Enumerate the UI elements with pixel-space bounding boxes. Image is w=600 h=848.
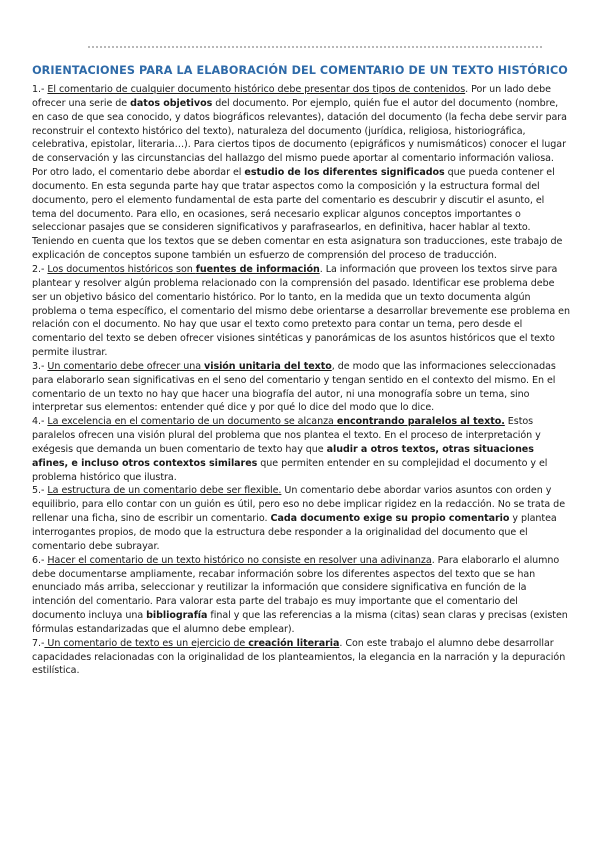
section-7-number: 7.-: [32, 637, 45, 649]
section-3-heading: Un comentario debe ofrecer una: [47, 360, 205, 372]
section-2-heading: Los documentos históricos son: [47, 263, 196, 275]
section-5-bold: Cada documento exige su propio comentario: [270, 513, 510, 525]
section-1-p2-text-2: que pueda contener el documento. En esta segunda parte hay que tratar aspectos como la composición y la estructura formal del documento, pero el elemento fundamental de esta parte del comentario es descubrir y discutir el asunto, el tema del documento. Para ello, en ocasiones, será necesario explicar algunos conceptos importantes o seleccionar pasajes que se consideren significativos y parafrasearlos, en definitiva, hacer hablar al texto.: [32, 167, 555, 234]
section-6-text: . Para elaborarlo el alumno debe documentarse ampliamente, recabar información sobre los diferentes aspectos del texto que se han enunciado más arriba, seleccionar y reutilizar la información que considere significativa en función de la intención del comentario. Para valorar esta parte del trabajo es muy importante que el comentario del documento incluya una: [32, 554, 560, 622]
section-5-heading: La estructura de un comentario debe ser flexible.: [47, 485, 282, 497]
section-2-heading-bold: fuentes de información: [195, 263, 320, 275]
section-4-paragraph: [32, 415, 570, 484]
section-2-paragraph: [32, 263, 570, 360]
section-4-text: Estos paralelos ofrecen una visión plural del problema que nos plantea el texto. En el proceso de interpretación y exégesis que demanda un buen comentario de texto hay que: [32, 416, 541, 455]
section-7-text: . Con este trabajo el alumno debe desarrollar capacidades relacionadas con la originalidad de los planteamientos, la elegancia en la narración y la depuración estilística.: [32, 637, 566, 677]
section-4-heading: La excelencia en el comentario de un documento se alcanza: [47, 416, 337, 428]
section-5-number: 5.-: [32, 485, 48, 497]
section-1-number: 1.-: [32, 84, 48, 95]
section-4-bold: aludir a otros textos, otras situaciones afines, e incluso otros contextos similares: [32, 443, 534, 469]
section-1-text: . Por un lado debe ofrecer una serie de: [32, 84, 551, 109]
section-5-text-2: y plantea interrogantes propios, de modo que la estructura debe responder a la originalidad del documento que el comentario debe subrayar.: [32, 513, 557, 552]
section-4-heading-bold: encontrando paralelos al texto.: [336, 416, 505, 428]
section-3-number: 3.-: [32, 360, 48, 372]
section-6-bold: bibliografía: [146, 610, 208, 622]
section-2-number: 2.-: [32, 263, 48, 275]
section-7-paragraph: [32, 637, 570, 679]
dotted-separator: [88, 46, 542, 48]
section-6-text-2: final y que las referencias a la misma (citas) sean claras y precisas (existen fórmulas estandarizadas que el alumno debe emplear).: [32, 610, 568, 635]
section-7-heading: Un comentario de texto es un ejercicio de: [44, 637, 249, 649]
section-3-paragraph: [32, 360, 570, 415]
section-3-heading-bold: visión unitaria del texto: [204, 360, 332, 372]
section-6-heading: Hacer el comentario de un texto histórico no consiste en resolver una adivinanza: [47, 554, 432, 566]
section-5-text: Un comentario debe abordar varios asuntos con orden y equilibrio, para ello contar con un guión es útil, pero eso no debe implicar rigidez en la redacción. No se trata de rellenar una ficha, sino de escribir un comentario.: [32, 485, 566, 525]
section-7-heading-bold: creación literaria: [248, 637, 340, 649]
section-3-text: , de modo que las informaciones seleccionadas para elaborarlo sean significativas en el seno del comentario y tengan sentido en el contexto del mismo. En el comentario de un texto no hay que hacer una biografía del autor, ni una monografía sobre un tema, sino interpretar sus elementos: entender qué dice y por qué lo dice del modo que lo dice.: [32, 360, 556, 414]
section-6-paragraph: [32, 554, 570, 637]
section-4-number: 4.-: [32, 416, 48, 428]
section-1-paragraph-2: [32, 166, 570, 235]
section-1-paragraph-1: [32, 83, 570, 166]
document-body: [32, 83, 570, 678]
section-1-text-2: del documento. Por ejemplo, quién fue el autor del documento (nombre, en caso de que sea conocido, y datos biográficos relevantes), datación del documento (la fecha debe servir para reconstruir el contexto histórico del texto), naturaleza del documento (jurídica, religiosa, historiográfica, celebrativa, epistolar, literaria…). Para ciertos tipos de documento (epigráficos y numismáticos) conocer el lugar de conservación y las circunstancias del hallazgo del mismo puede aportar al comentario información valiosa.: [32, 97, 567, 165]
section-6-number: 6.-: [32, 554, 48, 566]
section-1-p2-bold: estudio de los diferentes significados: [244, 167, 445, 179]
section-1-paragraph-3: Teniendo en cuenta que los textos que se deben comentar en esta asignatura son traducciones, este trabajo de explicación de conceptos supone también un esfuerzo de comprensión del proceso de traducción.: [32, 236, 563, 262]
section-1-bold: datos objetivos: [130, 97, 213, 109]
section-1-heading: El comentario de cualquier documento histórico debe presentar dos tipos de contenidos: [47, 84, 466, 95]
section-2-text: . La información que proveen los textos sirve para plantear y resolver algún problema relacionado con la comprensión del pasado. Identificar ese problema debe ser un objetivo básico del comentario histórico. Por lo tanto, en la medida que un texto documenta algún problema o tema específico, el comentario del mismo debe orientarse a desarrollar brevemente ese problema en relación con el documento. No hay que usar el texto como pretexto para contar un tema, pero desde el comentario del texto se deben ofrecer visiones sintéticas y panorámicas de los asuntos históricos que el texto permite ilustrar.: [32, 263, 570, 359]
document-title: ORIENTACIONES PARA LA ELABORACIÓN DEL COMENTARIO DE UN TEXTO HISTÓRICO: [32, 64, 568, 77]
section-4-text-2: que permiten entender en su complejidad el documento y el problema histórico que ilustra.: [32, 457, 548, 483]
section-5-paragraph: [32, 484, 570, 553]
section-1-p2-text: Por otro lado, el comentario debe abordar el: [32, 167, 245, 179]
